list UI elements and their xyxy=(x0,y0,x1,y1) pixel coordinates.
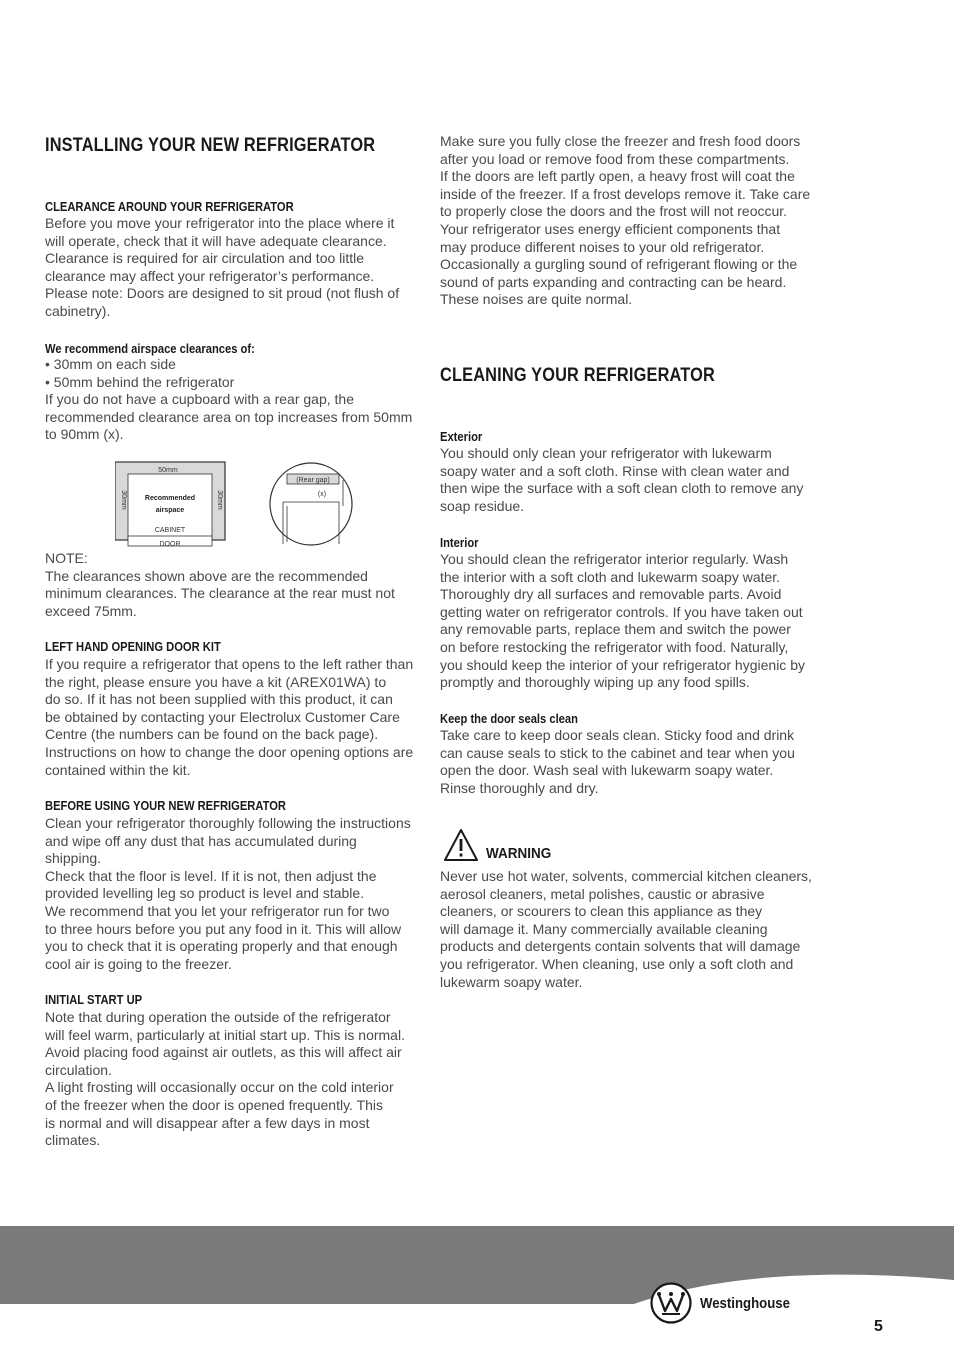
door-label: DOOR xyxy=(159,541,181,548)
text-line: Clean your refrigerator thoroughly following the instructions xyxy=(45,815,411,831)
left-door-paragraph xyxy=(45,656,425,779)
text-line: Clearance is required for air circulation and too little xyxy=(45,250,365,267)
airspace-paragraph xyxy=(45,356,425,444)
text-line: soapy water and a soft cloth. Rinse with clean water and xyxy=(440,462,790,479)
text-line: These noises are quite normal. xyxy=(440,291,633,308)
text-line: Note that during operation the outside of the refrigerator xyxy=(45,1009,391,1025)
text-line: to 90mm (x). xyxy=(45,426,124,443)
text-line: Occasionally a gurgling sound of refrigerant flowing or the xyxy=(440,256,798,273)
intro-paragraph xyxy=(440,133,820,309)
text-line: will damage it. Many commercially available cleaning xyxy=(440,920,768,937)
text-line: Take care to keep door seals clean. Sticky food and drink xyxy=(440,727,795,743)
brand-logo xyxy=(650,1282,802,1324)
recommended-label: Recommended xyxy=(144,495,196,502)
text-line: can cause seals to stick to the cabinet and tear when you xyxy=(440,744,795,761)
text-line: you should keep the interior of your refrigerator hygienic by xyxy=(440,656,805,673)
text-line: promptly and thoroughly wiping up any food spills. xyxy=(440,674,750,691)
warning-title: WARNING xyxy=(486,845,552,862)
text-line: If the doors are left partly open, a heavy frost will coat the xyxy=(440,168,795,185)
text-line: on before restocking the refrigerator with food. Naturally, xyxy=(440,638,789,655)
text-line: Thoroughly dry all surfaces and removable parts. Avoid xyxy=(440,586,782,603)
text-line: will feel warm, particularly at initial start up. This is normal. xyxy=(45,1026,405,1043)
text-line: you refrigerator. When cleaning, use only a soft cloth and xyxy=(440,955,794,972)
exterior-paragraph xyxy=(440,445,820,515)
cleaning-title: CLEANING YOUR REFRIGERATOR xyxy=(440,365,716,386)
text-line: soap residue. xyxy=(440,497,525,514)
text-line: The clearances shown above are the recommended xyxy=(45,567,368,584)
text-line: getting water on refrigerator controls. If you have taken out xyxy=(440,603,803,620)
text-line: • 30mm on each side xyxy=(45,356,176,372)
text-line: is normal and will disappear after a few days in most xyxy=(45,1114,370,1131)
interior-heading: Interior xyxy=(440,535,479,550)
text-line: You should clean the refrigerator interior regularly. Wash xyxy=(440,551,789,567)
seals-heading: Keep the door seals clean xyxy=(440,711,578,726)
x-label: (x) xyxy=(317,491,327,498)
airspace-label: airspace xyxy=(155,507,185,514)
left-clearance-label: 30mm xyxy=(120,490,127,510)
text-line: recommended clearance area on top increases from 50mm xyxy=(45,408,413,425)
text-line: You should only clean your refrigerator with lukewarm xyxy=(440,445,772,461)
page-number: 5 xyxy=(874,1318,883,1335)
text-line: the right, please ensure you have a kit (AREX01WA) to xyxy=(45,673,387,690)
text-line: Before you move your refrigerator into the place where it xyxy=(45,215,395,231)
footer-curve xyxy=(0,1226,954,1350)
text-line: Rinse thoroughly and dry. xyxy=(440,779,599,796)
text-line: provided levelling leg so product is level and stable. xyxy=(45,885,365,902)
text-line: products and detergents contain solvents that will damage xyxy=(440,938,801,955)
note-paragraph xyxy=(45,550,425,620)
text-line: any removable parts, replace them and switch the power xyxy=(440,621,791,638)
text-line: climates. xyxy=(45,1132,101,1149)
text-line: then wipe the surface with a soft clean cloth to remove any xyxy=(440,480,804,497)
clearance-diagram-svg xyxy=(115,458,360,550)
clearance-heading: CLEARANCE AROUND YOUR REFRIGERATOR xyxy=(45,199,294,214)
westinghouse-logo-icon xyxy=(650,1282,692,1324)
text-line: Centre (the numbers can be found on the back page). xyxy=(45,726,379,743)
seals-paragraph xyxy=(440,727,820,797)
left-door-heading: LEFT HAND OPENING DOOR KIT xyxy=(45,639,221,654)
warning-paragraph xyxy=(440,868,820,991)
startup-heading: INITIAL START UP xyxy=(45,992,143,1007)
before-heading: BEFORE USING YOUR NEW REFRIGERATOR xyxy=(45,798,287,813)
rear-gap-label: (Rear gap) xyxy=(296,477,330,484)
text-line: Avoid placing food against air outlets, as this will affect air xyxy=(45,1044,402,1061)
before-paragraph xyxy=(45,815,425,973)
text-line: to properly close the doors and the frost will not reoccur. xyxy=(440,203,788,220)
text-line: you to check that it is operating properly and that enough xyxy=(45,938,398,955)
exterior-heading: Exterior xyxy=(440,429,483,444)
text-line: the interior with a soft cloth and lukewarm soapy water. xyxy=(440,568,781,585)
brand-name: Westinghouse xyxy=(700,1294,790,1312)
top-clearance-label: 50mm xyxy=(158,467,178,474)
text-line: shipping. xyxy=(45,850,102,867)
right-clearance-label: 30mm xyxy=(216,490,223,510)
text-line: lukewarm soapy water. xyxy=(440,973,583,990)
text-line: minimum clearances. The clearance at the rear must not xyxy=(45,585,395,602)
text-line: A light frosting will occasionally occur on the cold interior xyxy=(45,1079,394,1096)
text-line: inside of the freezer. If a frost develops remove it. Take care xyxy=(440,185,811,202)
text-line: NOTE: xyxy=(45,550,88,566)
text-line: will operate, check that it will have adequate clearance. xyxy=(45,232,387,249)
text-line: to three hours before you put any food in it. This will allow xyxy=(45,920,402,937)
text-line: open the door. Wash seal with lukewarm soapy water. xyxy=(440,762,774,779)
warning-triangle-icon xyxy=(443,828,479,862)
text-line: exceed 75mm. xyxy=(45,602,137,619)
text-line: We recommend that you let your refrigerator run for two xyxy=(45,902,390,919)
airspace-heading: We recommend airspace clearances of: xyxy=(45,341,255,356)
text-line: contained within the kit. xyxy=(45,761,191,778)
text-line: cleaners, or scourers to clean this appliance as they xyxy=(440,903,763,920)
text-line: Check that the floor is level. If it is not, then adjust the xyxy=(45,867,377,884)
text-line: sound of parts expanding and contracting can be heard. xyxy=(440,273,787,290)
interior-paragraph xyxy=(440,551,820,692)
text-line: may produce different noises to your old refrigerator. xyxy=(440,238,765,255)
text-line: • 50mm behind the refrigerator xyxy=(45,373,235,390)
text-line: Your refrigerator uses energy efficient components that xyxy=(440,220,781,237)
text-line: Please note: Doors are designed to sit proud (not flush of xyxy=(45,285,400,302)
text-line: cool air is going to the freezer. xyxy=(45,955,232,972)
text-line: clearance may affect your refrigerator’s performance. xyxy=(45,267,375,284)
text-line: Instructions on how to change the door opening options are xyxy=(45,743,414,760)
clearance-diagram xyxy=(115,458,360,550)
clearance-paragraph xyxy=(45,215,425,321)
text-line: circulation. xyxy=(45,1061,112,1078)
text-line: aerosol cleaners, metal polishes, caustic or abrasive xyxy=(440,885,765,902)
text-line: of the freezer when the door is opened frequently. This xyxy=(45,1096,384,1113)
installing-title: INSTALLING YOUR NEW REFRIGERATOR xyxy=(45,135,376,156)
text-line: do so. If it has not been supplied with this product, it can xyxy=(45,691,393,708)
text-line: be obtained by contacting your Electrolux Customer Care xyxy=(45,708,400,725)
startup-paragraph xyxy=(45,1009,425,1150)
text-line: If you require a refrigerator that opens to the left rather than xyxy=(45,656,414,672)
text-line: Never use hot water, solvents, commercial kitchen cleaners, xyxy=(440,868,812,884)
text-line: after you load or remove food from these compartments. xyxy=(440,150,790,167)
text-line: and wipe off any dust that has accumulated during xyxy=(45,832,357,849)
text-line: If you do not have a cupboard with a rear gap, the xyxy=(45,391,354,408)
text-line: Make sure you fully close the freezer and fresh food doors xyxy=(440,133,801,149)
cabinet-label: CABINET xyxy=(154,527,186,534)
text-line: cabinetry). xyxy=(45,302,111,319)
